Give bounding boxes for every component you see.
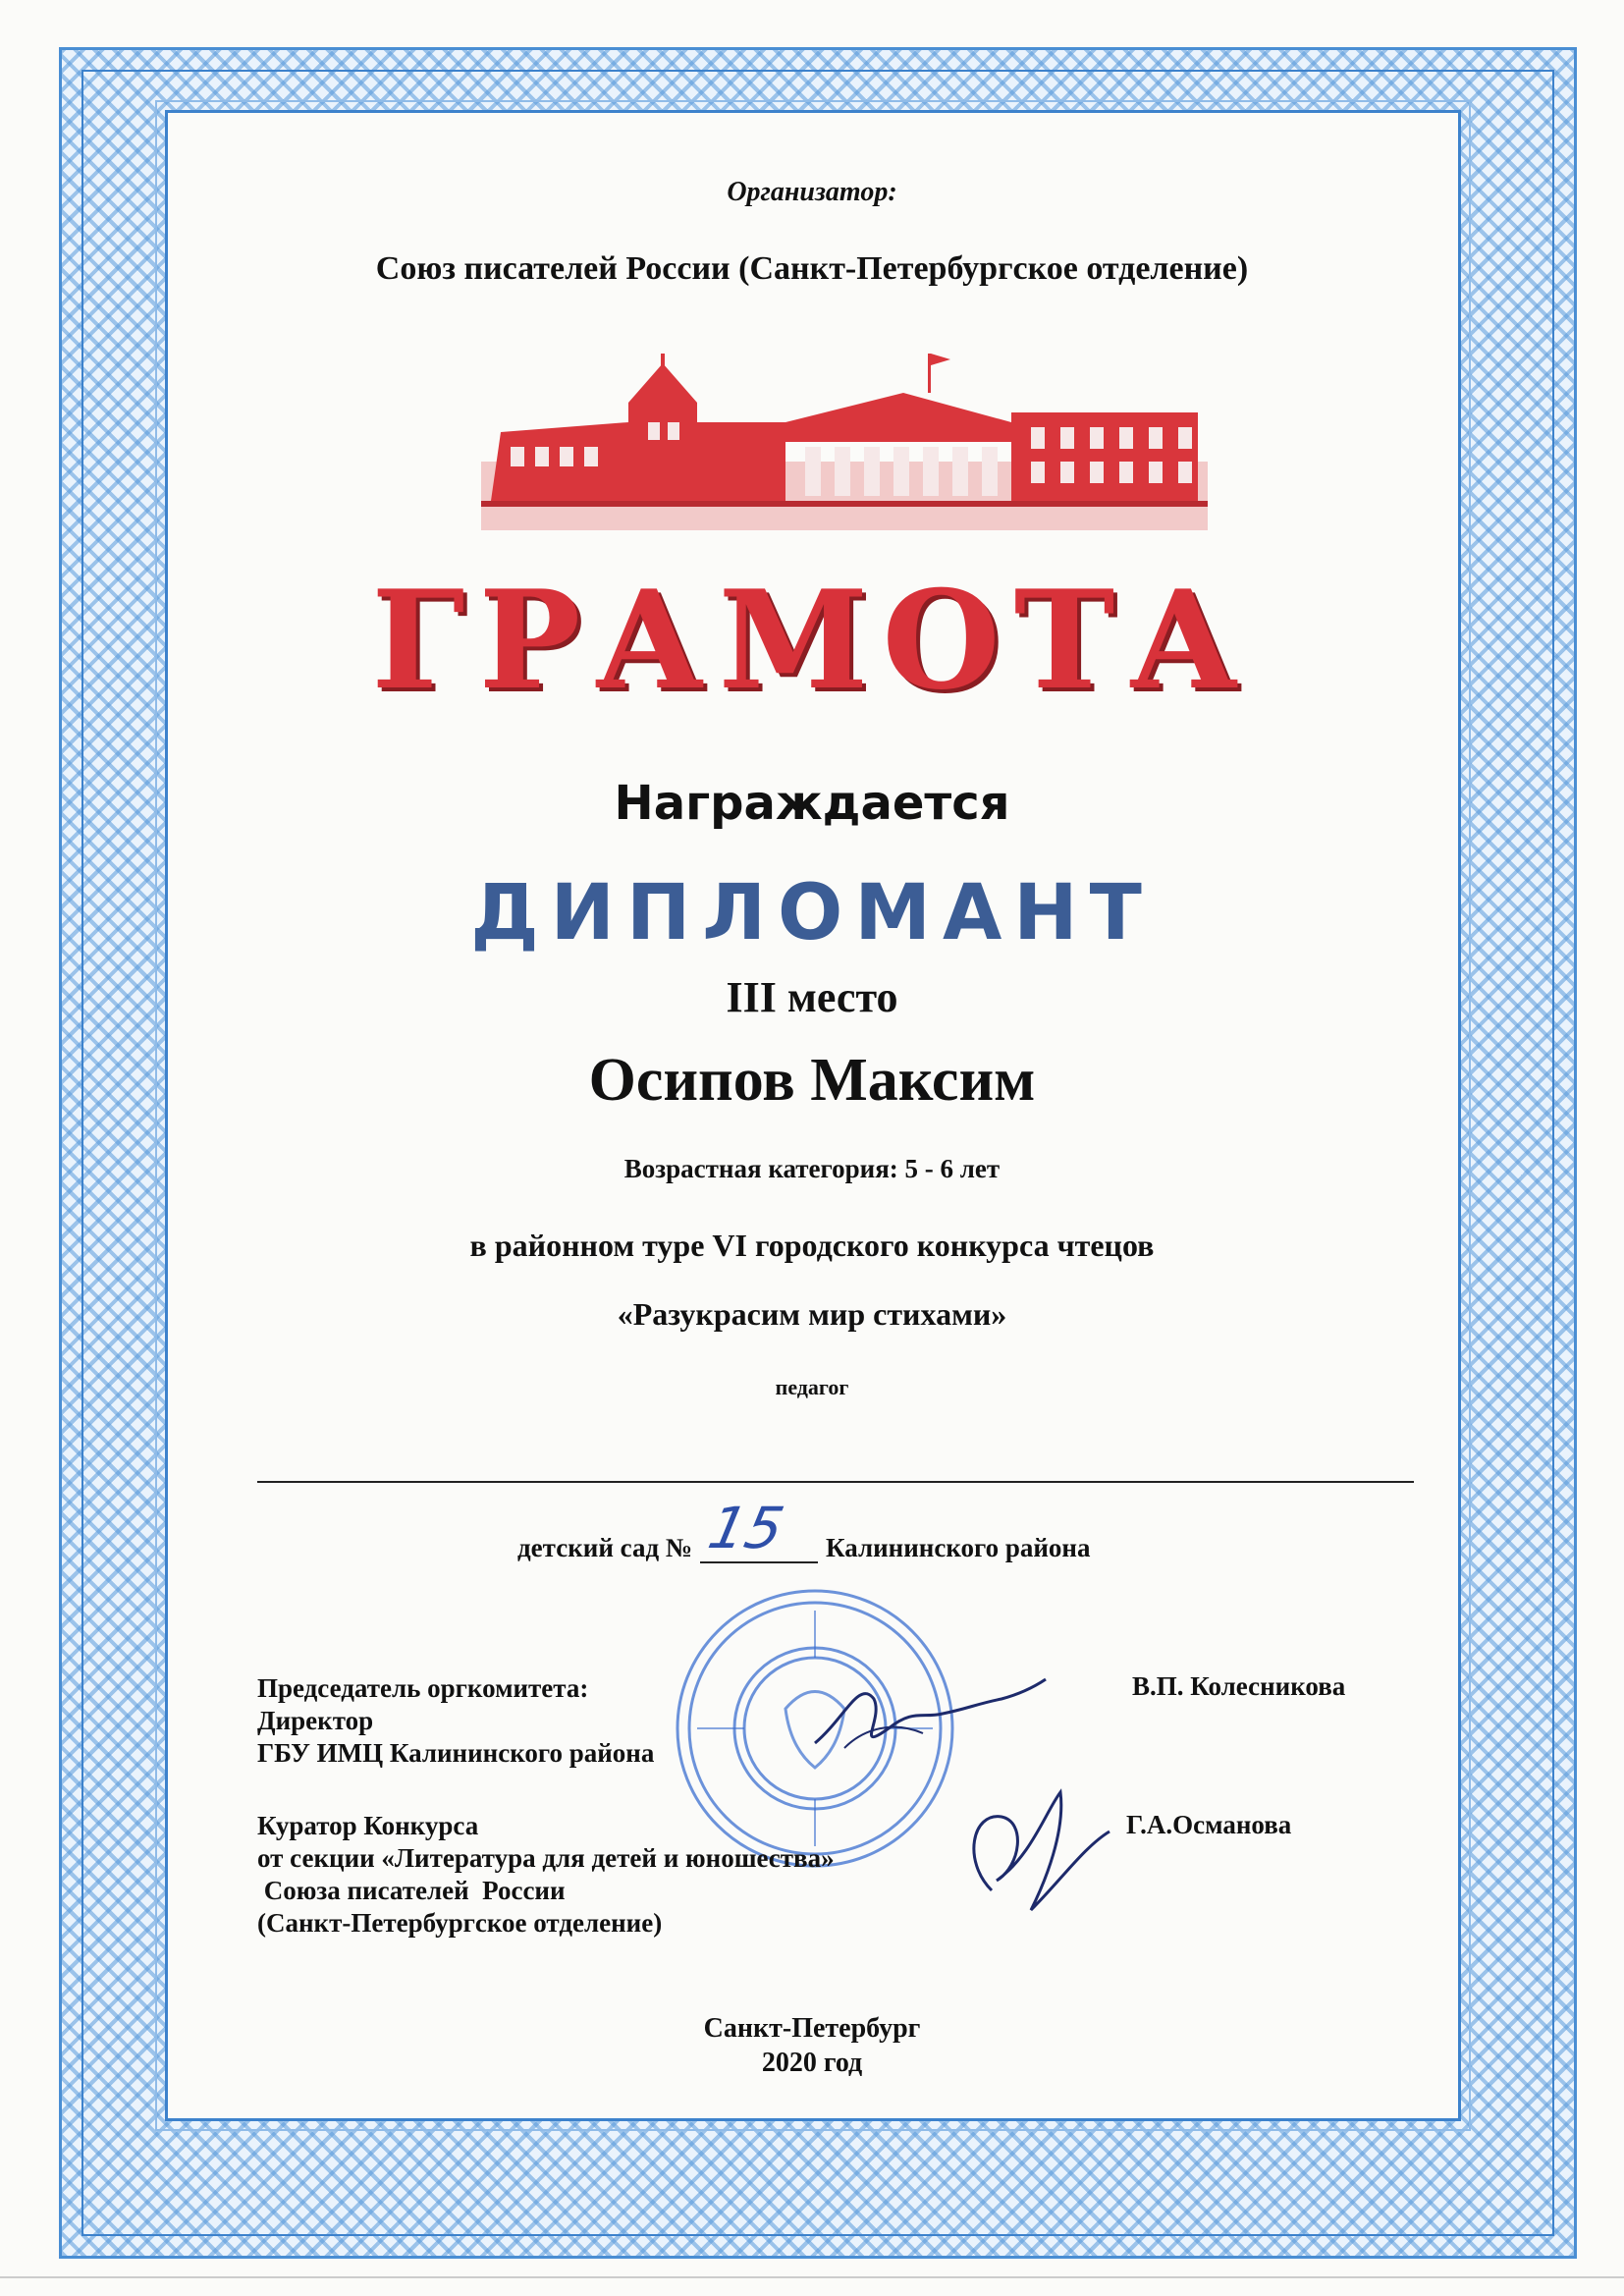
issue-city: Санкт-Петербург <box>703 2013 921 2044</box>
chairman-line: Директор <box>257 1706 374 1735</box>
teacher-label: педагог <box>775 1375 849 1399</box>
organizer-label: Организатор: <box>727 177 897 207</box>
contest-name: «Разукрасим мир стихами» <box>617 1296 1007 1332</box>
curator-signature <box>952 1773 1119 1920</box>
kindergarten-suffix: Калининского района <box>826 1533 1091 1562</box>
chairman-signature <box>805 1660 1051 1768</box>
kindergarten-number-slot <box>700 1495 818 1563</box>
curator-line: Союза писателей России <box>257 1876 566 1905</box>
organizer-name: Союз писателей России (Санкт-Петербургское отделение) <box>375 250 1249 287</box>
chairman-line: Председатель оргкомитета: <box>257 1673 589 1703</box>
kindergarten-line <box>517 1495 1091 1563</box>
award-status: ДИПЛОМАНТ <box>470 869 1154 957</box>
building-illustration <box>481 354 1208 530</box>
kindergarten-number: 15 <box>702 1495 790 1561</box>
chairman-title-block <box>257 1672 654 1770</box>
scan-edge-line <box>0 2276 1624 2278</box>
winner-name: Осипов Максим <box>588 1047 1036 1114</box>
issue-year: 2020 год <box>761 2048 863 2078</box>
certificate-title: ГРАМОТА <box>371 560 1253 720</box>
kindergarten-prefix: детский сад № <box>517 1533 692 1562</box>
chairman-line: ГБУ ИМЦ Калининского района <box>257 1738 655 1768</box>
age-category: Возрастная категория: 5 - 6 лет <box>623 1154 1001 1183</box>
award-place: III место <box>726 973 898 1021</box>
curator-line: от секции «Литература для детей и юношества» <box>257 1843 835 1873</box>
awarded-label: Награждается <box>614 776 1010 831</box>
curator-line: Куратор Конкурса <box>257 1811 479 1840</box>
curator-title-block <box>257 1810 835 1940</box>
chairman-name: В.П. Колесникова <box>1132 1671 1346 1701</box>
curator-name: Г.А.Османова <box>1126 1810 1292 1839</box>
curator-line: (Санкт-Петербургское отделение) <box>257 1908 663 1938</box>
teacher-name-line <box>257 1481 1414 1483</box>
contest-round: в районном туре VI городского конкурса чтецов <box>469 1228 1155 1263</box>
